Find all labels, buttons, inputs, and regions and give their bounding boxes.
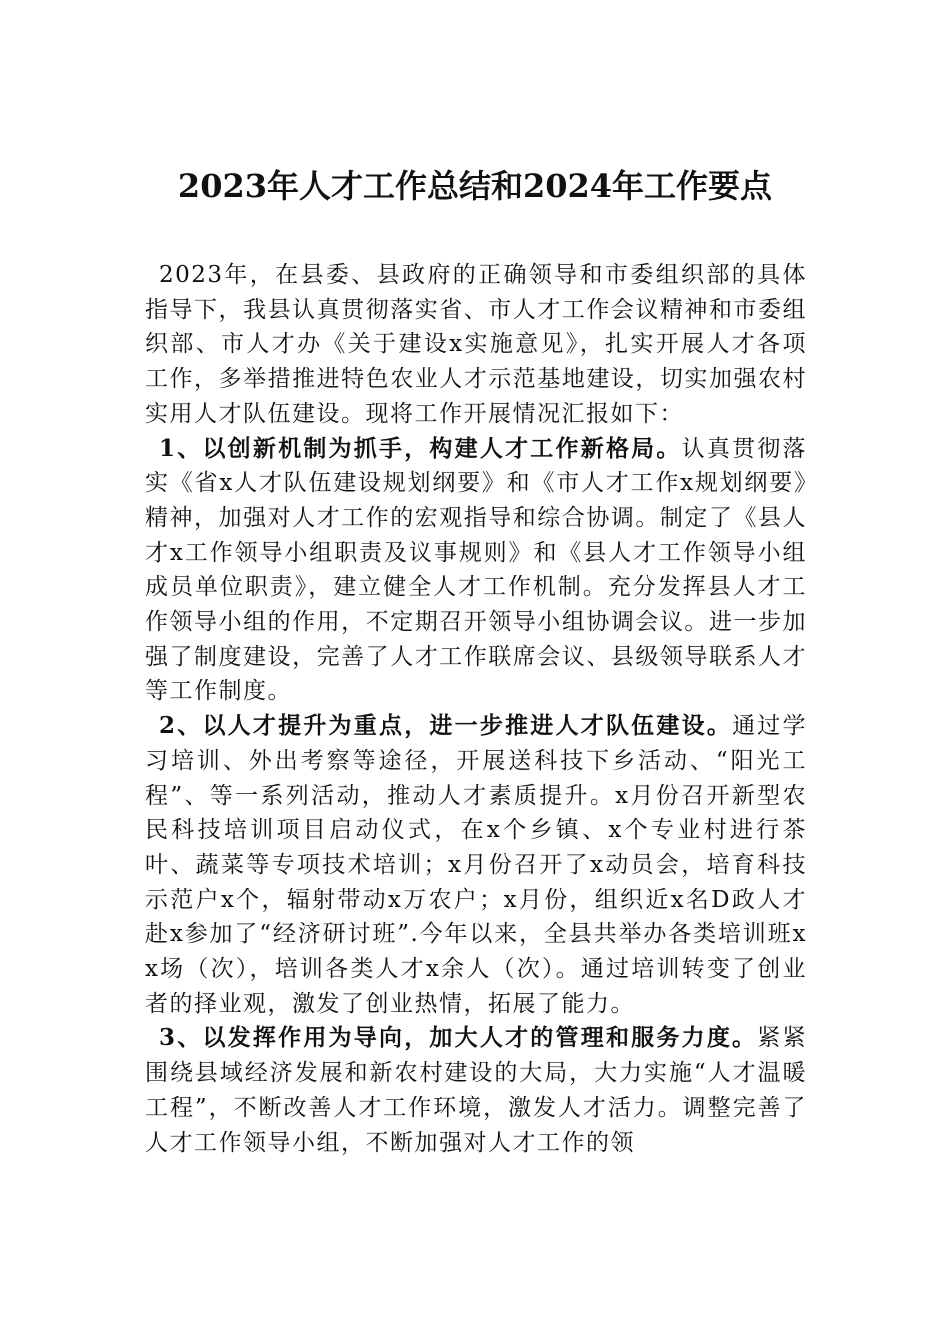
section-paragraph-2 (145, 709, 807, 1021)
paragraph-text: 紧紧围绕县域经济发展和新农村建设的大局，大力实施“人才温暖工程”，不断改善人才工作环境，激发人才活力。调整完善了人才工作领导小组，不断加强对人才工作的领 (145, 1025, 808, 1156)
section-paragraph-3 (145, 1021, 807, 1160)
paragraph-heading: 3、以发挥作用为导向，加大人才的管理和服务力度。 (159, 1024, 758, 1052)
section-paragraph-1 (145, 432, 807, 710)
paragraph-text: 认真贯彻落实《省x人才队伍建设规划纲要》和《市人才工作x规划纲要》精神，加强对人才工作的宏观指导和综合协调。制定了《县人才x工作领导小组职责及议事规则》和《县人才工作领导小组成员单位职责》，建立健全人才工作机制。充分发挥县人才工作领导小组的作用，不定期召开领导小组协调会议。进一步加强了制度建设，完善了人才工作联席会议、县级领导联系人才等工作制度。 (145, 435, 808, 705)
intro-paragraph (145, 258, 807, 432)
document-title: 2023年人才工作总结和2024年工作要点 (177, 167, 773, 205)
paragraph-heading: 2、以人才提升为重点，进一步推进人才队伍建设。 (159, 712, 733, 740)
paragraph-heading: 1、以创新机制为抓手，构建人才工作新格局。 (159, 434, 682, 462)
paragraph-text: 通过学习培训、外出考察等途径，开展送科技下乡活动、“阳光工程”、等一系列活动，推动人才素质提升。x月份召开新型农民科技培训项目启动仪式，在x个乡镇、x个专业村进行茶叶、蔬菜等专项技术培训；x月份召开了x动员会，培育科技示范户x个，辐射带动x万农户；x月份，组织近x名D政人才赴x参加了“经济研讨班”.今年以来，全县共举办各类培训班xx场（次），培训各类人才x余人（次）。通过培训转变了创业者的择业观，激发了创业热情，拓展了能力。 (145, 713, 808, 1017)
document-body (145, 258, 807, 1160)
paragraph-text: 2023年，在县委、县政府的正确领导和市委组织部的具体指导下，我县认真贯彻落实省、市人才工作会议精神和市委组织部、市人才办《关于建设x实施意见》，扎实开展人才各项工作，多举措推进特色农业人才示范基地建设，切实加强农村实用人才队伍建设。现将工作开展情况汇报如下： (145, 262, 807, 427)
